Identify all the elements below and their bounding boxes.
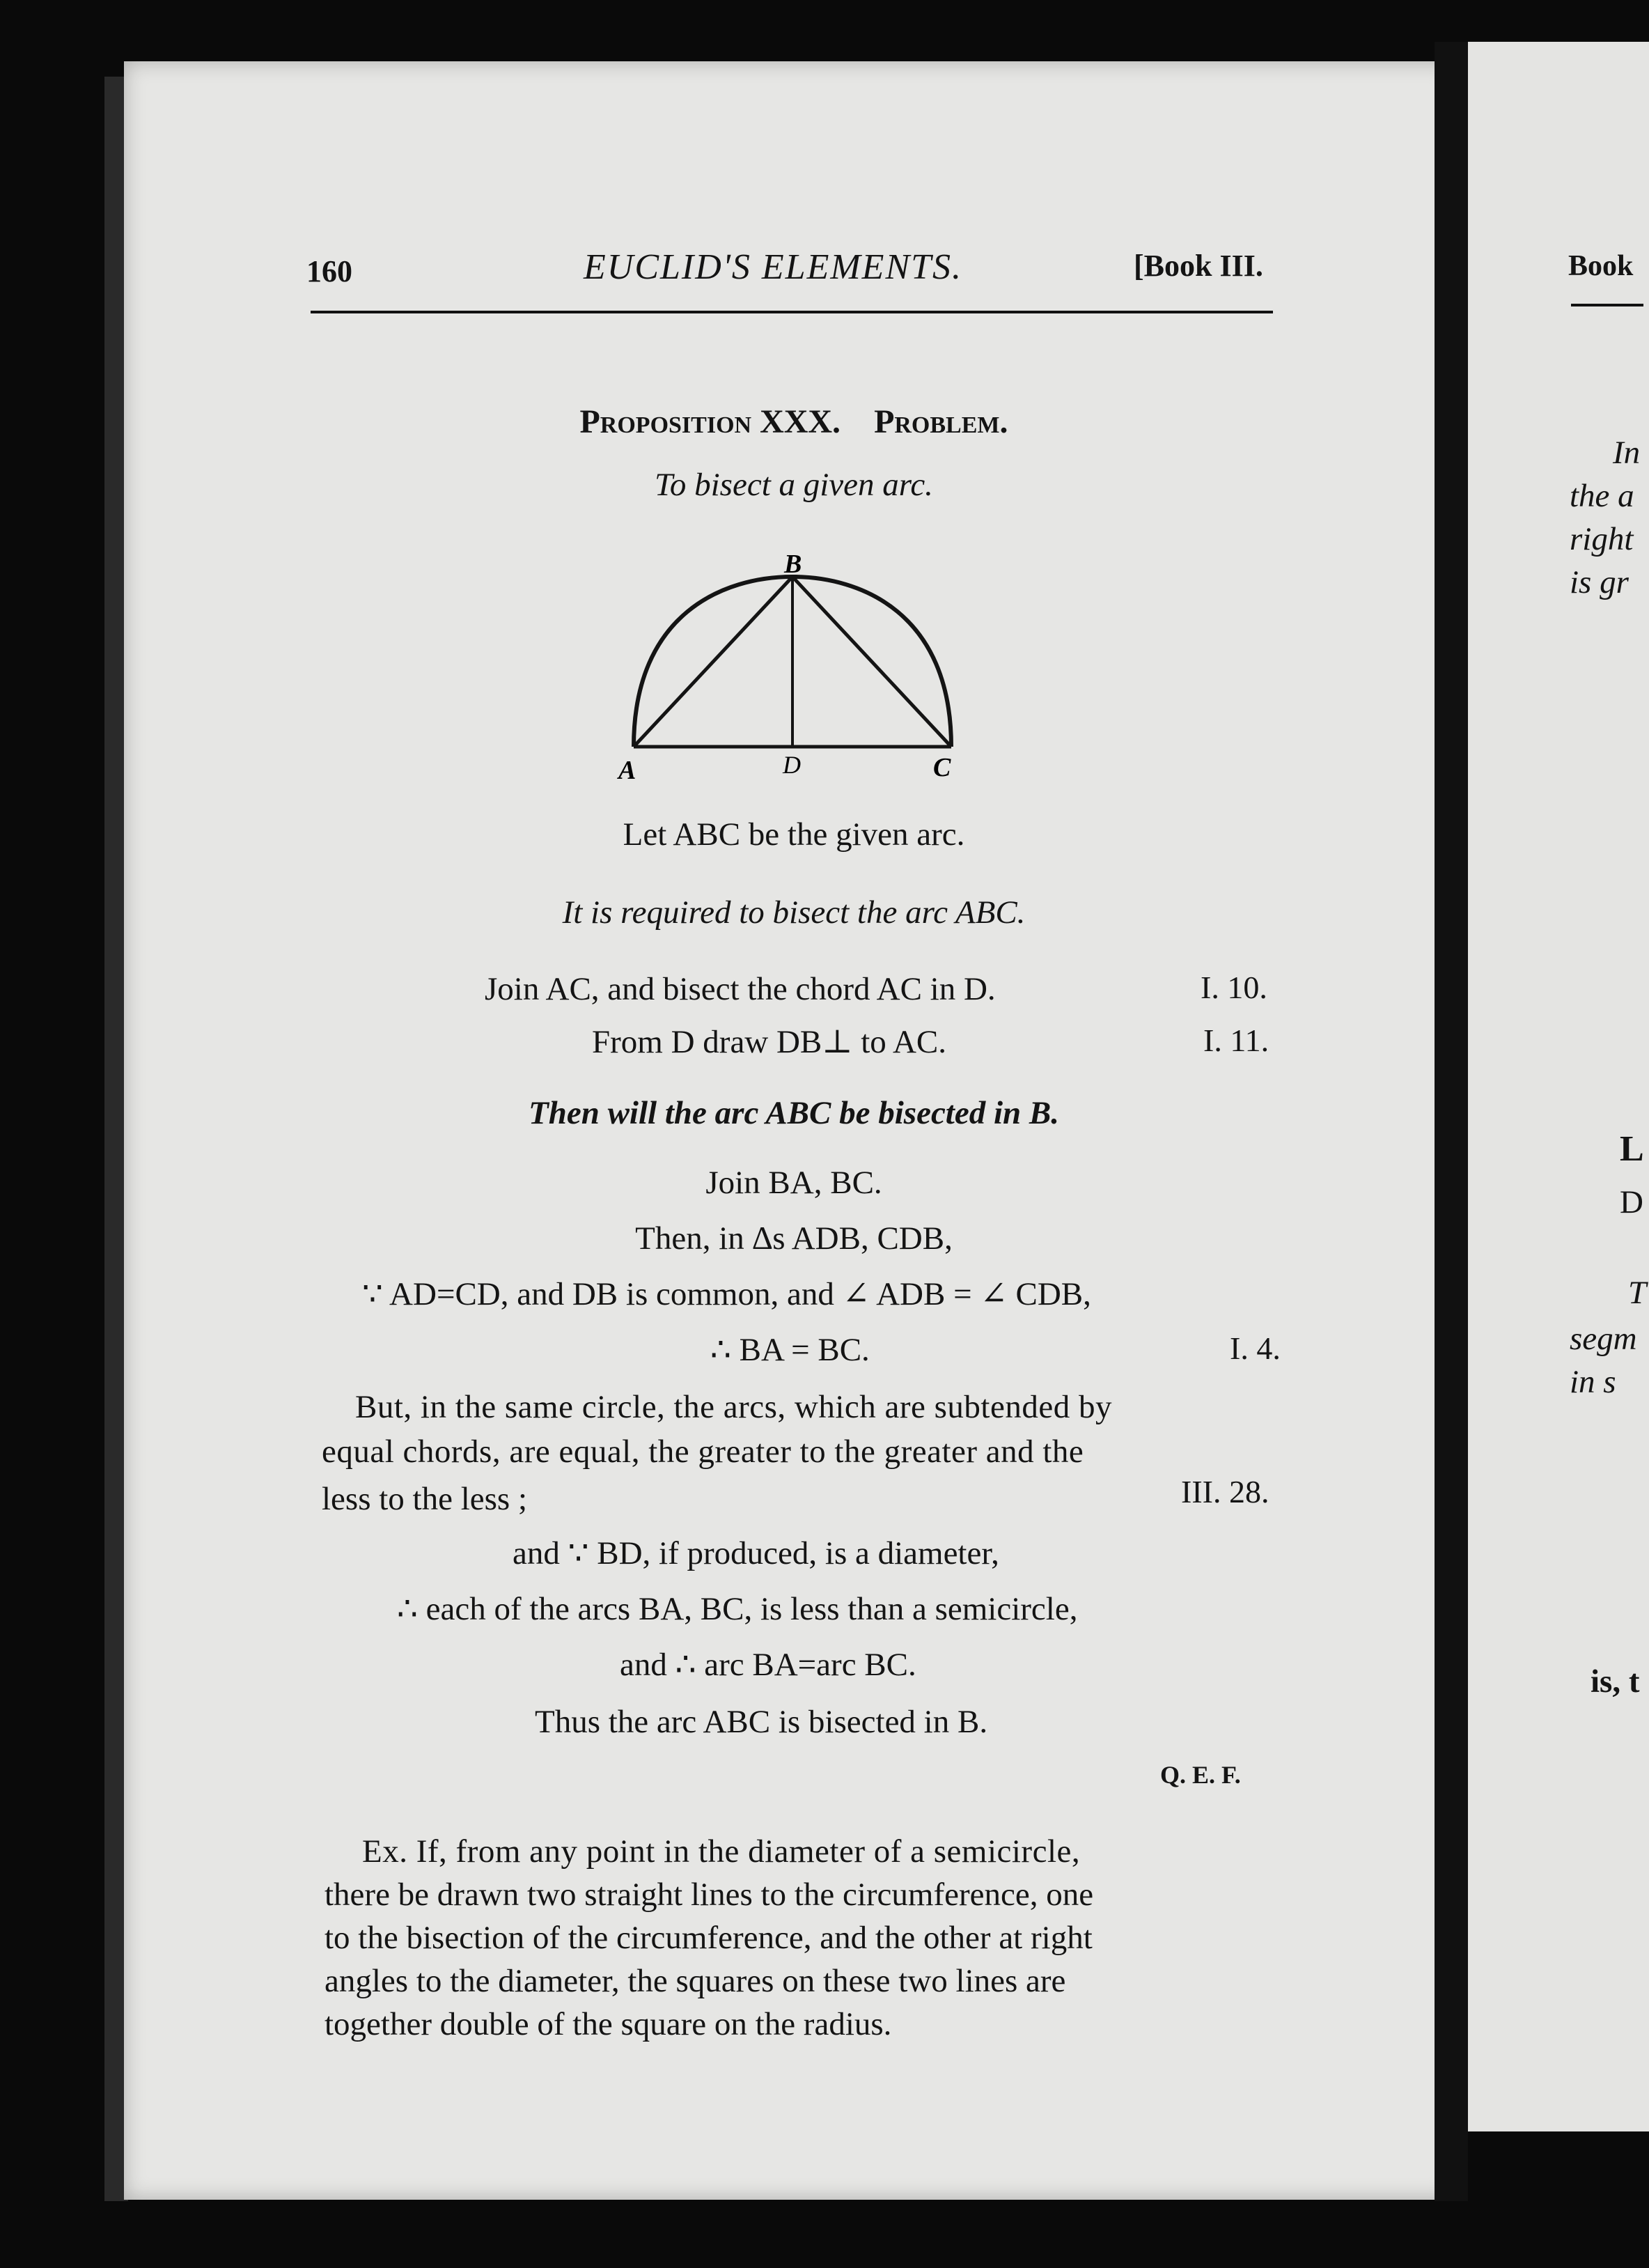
construction-step-1: Join AC, and bisect the chord AC in D. (485, 971, 996, 1007)
facing-fragment-9: in s (1570, 1364, 1616, 1400)
facing-page-rule (1571, 304, 1643, 306)
exercise-line-3: to the bisection of the circumference, and the other at right (325, 1920, 1093, 1956)
conclusion-claim: Then will the arc ABC be bisected in B. (528, 1095, 1060, 1131)
facing-page (1468, 42, 1649, 2131)
paragraph-line-3: less to the less ; (322, 1481, 528, 1517)
exercise-line-2: there be drawn two straight lines to the circumference, one (325, 1877, 1094, 1913)
proof-thus: Thus the arc ABC is bisected in B. (535, 1704, 988, 1740)
point-label-d: D (783, 751, 801, 779)
proof-then: Then, in ∆s ADB, CDB, (635, 1220, 953, 1257)
facing-fragment-1: In (1613, 435, 1641, 471)
paragraph-ref: III. 28. (1181, 1474, 1269, 1509)
proposition-heading-line (306, 401, 1281, 443)
running-title: EUCLID'S ELEMENTS. (584, 247, 963, 287)
construction-ref-2: I. 11. (1203, 1023, 1269, 1058)
exercise-line-4: angles to the diameter, the squares on these two lines are (325, 1963, 1066, 1999)
facing-fragment-10: is, t (1591, 1663, 1640, 1700)
paragraph-line-1: But, in the same circle, the arcs, which are subtended by (355, 1389, 1112, 1425)
proof-diameter: and ∵ BD, if produced, is a diameter, (513, 1535, 999, 1571)
proposition-heading: Proposition XXX. (579, 403, 841, 440)
facing-fragment-5: L (1620, 1129, 1644, 1169)
given-statement: Let ABC be the given arc. (623, 816, 965, 853)
facing-fragment-4: is gr (1570, 564, 1629, 600)
proof-therefore-ref: I. 4. (1230, 1330, 1281, 1366)
line-bc (792, 577, 951, 747)
proposition-kind: Problem. (874, 403, 1008, 440)
qef-mark: Q. E. F. (1160, 1761, 1241, 1789)
exercise-line-5: together double of the square on the radius. (325, 2006, 892, 2042)
proof-because: ∵ AD=CD, and DB is common, and ∠ ADB = ∠ CDB, (362, 1276, 1091, 1312)
paragraph-line-2: equal chords, are equal, the greater to the greater and the (322, 1434, 1084, 1470)
book-label: [Book III. (1134, 249, 1263, 283)
required-statement: It is required to bisect the arc ABC. (562, 894, 1026, 931)
facing-fragment-3: right (1570, 521, 1634, 557)
point-label-c: C (933, 753, 951, 782)
enunciation: To bisect a given arc. (655, 467, 933, 503)
point-label-a: A (618, 756, 636, 785)
arc-figure (613, 550, 975, 787)
exercise-line-1: Ex. If, from any point in the diameter of a semicircle, (362, 1833, 1081, 1870)
facing-fragment-8: segm (1570, 1321, 1637, 1357)
facing-page-header: Book (1568, 250, 1634, 282)
construction-ref-1: I. 10. (1201, 970, 1267, 1005)
facing-fragment-7: T (1628, 1275, 1647, 1311)
page-number: 160 (306, 254, 352, 288)
proof-therefore: ∴ BA = BC. (710, 1332, 870, 1368)
proof-semicircle: ∴ each of the arcs BA, BC, is less than a semicircle, (397, 1591, 1078, 1627)
construction-step-2: From D draw DB⊥ to AC. (592, 1024, 946, 1060)
point-label-b: B (784, 550, 802, 579)
header-rule (311, 311, 1273, 313)
proof-arcs-equal: and ∴ arc BA=arc BC. (620, 1647, 916, 1683)
facing-fragment-6: D (1620, 1184, 1643, 1220)
page-gutter (1435, 42, 1468, 2201)
proof-join: Join BA, BC. (705, 1165, 882, 1201)
line-ab (634, 577, 792, 747)
facing-fragment-2: the a (1570, 478, 1634, 514)
